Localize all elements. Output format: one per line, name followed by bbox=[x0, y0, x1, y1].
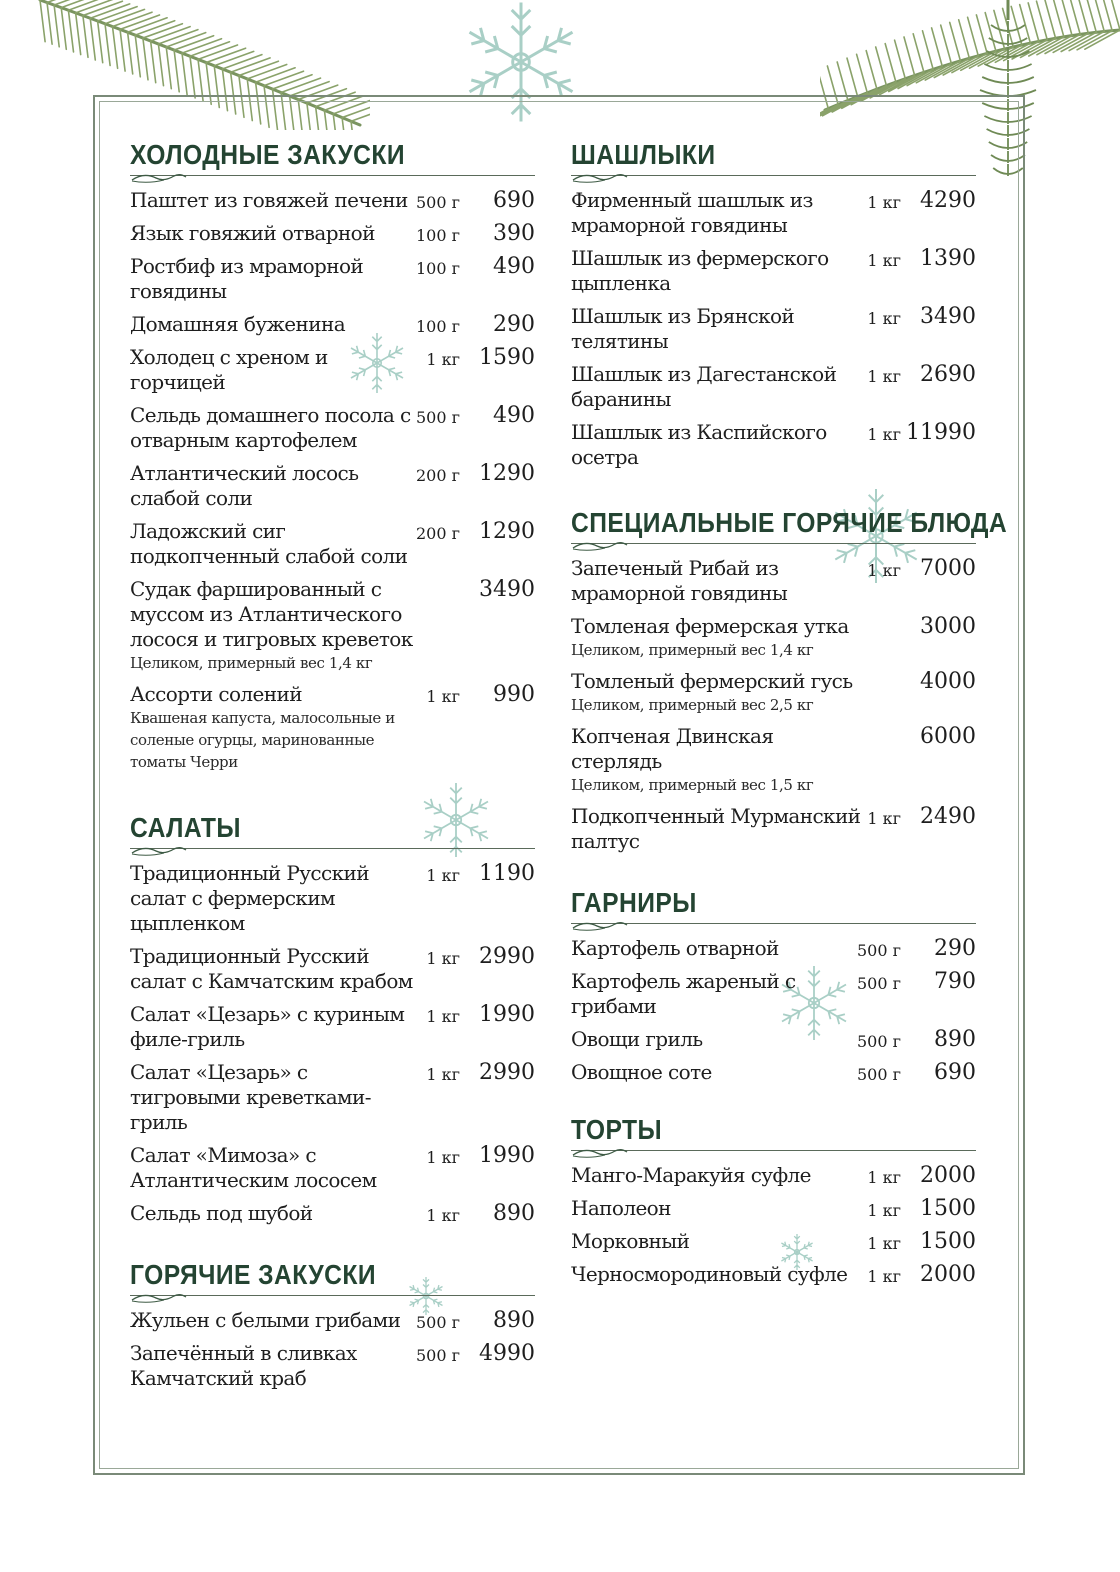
item-name: Копченая Двинская стерлядь bbox=[571, 724, 774, 773]
section-divider bbox=[571, 172, 976, 184]
item-weight: 500 г bbox=[856, 974, 901, 993]
item-name: Манго-Маракуйя суфле bbox=[571, 1163, 811, 1187]
item-name: Картофель жареный с грибами bbox=[571, 969, 796, 1018]
item-weight: 1 кг bbox=[867, 1201, 901, 1220]
item-name: Овощи гриль bbox=[571, 1027, 703, 1051]
item-name: Домашняя буженина bbox=[130, 312, 346, 336]
flourish-icon bbox=[130, 172, 190, 184]
item-weight: 100 г bbox=[415, 317, 460, 336]
menu-section bbox=[130, 1260, 535, 1391]
item-name: Черносмородиновый суфле bbox=[571, 1262, 848, 1286]
menu-section bbox=[130, 140, 535, 773]
item-name: Шашлык из Каспийского осетра bbox=[571, 420, 827, 469]
item-price: 1990 bbox=[479, 1002, 535, 1027]
item-price: 1500 bbox=[920, 1229, 976, 1254]
menu-item bbox=[571, 1060, 976, 1085]
item-weight: 1 кг bbox=[867, 309, 901, 328]
item-weight: 1 кг bbox=[426, 866, 460, 885]
item-price: 890 bbox=[493, 1308, 535, 1333]
item-weight: 1 кг bbox=[867, 1267, 901, 1286]
item-name: Морковный bbox=[571, 1229, 690, 1253]
menu-item bbox=[571, 1163, 976, 1188]
item-weight: 500 г bbox=[415, 1313, 460, 1332]
flourish-icon bbox=[130, 845, 190, 857]
item-weight: 200 г bbox=[415, 466, 460, 485]
item-weight: 500 г bbox=[856, 1032, 901, 1051]
item-price: 490 bbox=[493, 403, 535, 428]
item-name: Традиционный Русский салат с фермерским цыпленком bbox=[130, 861, 369, 935]
item-price: 1290 bbox=[479, 461, 535, 486]
item-name: Запеченый Рибай из мраморной говядины bbox=[571, 556, 788, 605]
section-divider bbox=[571, 540, 976, 552]
menu-item bbox=[130, 519, 535, 569]
item-name: Шашлык из Дагестанской баранины bbox=[571, 362, 837, 411]
menu-item bbox=[130, 577, 535, 674]
item-name: Сельдь домашнего посола с отварным картофелем bbox=[130, 403, 411, 452]
item-weight: 1 кг bbox=[867, 1234, 901, 1253]
item-name: Томленый фермерский гусь bbox=[571, 669, 853, 693]
menu-item bbox=[571, 246, 976, 296]
menu-item bbox=[130, 403, 535, 453]
item-price: 2000 bbox=[920, 1163, 976, 1188]
menu-item bbox=[130, 345, 535, 395]
item-weight: 500 г bbox=[415, 1346, 460, 1365]
section-divider bbox=[571, 1147, 976, 1159]
section-title: ХОЛОДНЫЕ ЗАКУСКИ bbox=[130, 139, 406, 170]
menu-item bbox=[130, 1143, 535, 1193]
menu-item bbox=[130, 461, 535, 511]
item-price: 990 bbox=[493, 682, 535, 707]
item-name: Традиционный Русский салат с Камчатским крабом bbox=[130, 944, 413, 993]
item-weight: 1 кг bbox=[867, 809, 901, 828]
item-price: 4290 bbox=[920, 188, 976, 213]
menu-item bbox=[571, 669, 976, 716]
menu-item bbox=[130, 254, 535, 304]
section-title: СПЕЦИАЛЬНЫЕ ГОРЯЧИЕ БЛЮДА bbox=[571, 507, 1008, 538]
item-weight: 1 кг bbox=[867, 1168, 901, 1187]
item-name: Атлантический лосось слабой соли bbox=[130, 461, 359, 510]
menu-item bbox=[571, 1196, 976, 1221]
section-divider bbox=[130, 172, 535, 184]
item-weight: 500 г bbox=[856, 941, 901, 960]
menu-section bbox=[571, 507, 1008, 854]
menu-item bbox=[571, 1262, 976, 1287]
menu-item bbox=[130, 1060, 535, 1135]
item-weight: 1 кг bbox=[426, 1065, 460, 1084]
item-weight: 1 кг bbox=[426, 687, 460, 706]
item-price: 690 bbox=[493, 188, 535, 213]
item-name: Холодец с хреном и горчицей bbox=[130, 345, 328, 394]
menu-item bbox=[571, 304, 976, 354]
item-weight: 1 кг bbox=[867, 193, 901, 212]
menu-item bbox=[130, 944, 535, 994]
item-weight: 1 кг bbox=[867, 367, 901, 386]
menu-item bbox=[130, 221, 535, 246]
menu-item bbox=[571, 969, 976, 1019]
item-price: 3490 bbox=[479, 577, 535, 602]
item-name: Наполеон bbox=[571, 1196, 671, 1220]
item-weight: 1 кг bbox=[426, 1148, 460, 1167]
item-name: Салат «Цезарь» с тигровыми креветками-гриль bbox=[130, 1060, 371, 1134]
item-price: 490 bbox=[493, 254, 535, 279]
section-title: ТОРТЫ bbox=[571, 1114, 663, 1145]
item-weight: 1 кг bbox=[426, 1007, 460, 1026]
item-price: 1290 bbox=[479, 519, 535, 544]
menu-item bbox=[571, 188, 976, 238]
item-name: Картофель отварной bbox=[571, 936, 779, 960]
item-note: Целиком, примерный вес 1,5 кг bbox=[571, 776, 814, 794]
item-note: Целиком, примерный вес 2,5 кг bbox=[571, 696, 814, 714]
item-name: Ростбиф из мраморной говядины bbox=[130, 254, 364, 303]
section-title: ГОРЯЧИЕ ЗАКУСКИ bbox=[130, 1259, 377, 1290]
flourish-icon bbox=[571, 1147, 631, 1159]
item-name: Томленая фермерская утка bbox=[571, 614, 849, 638]
item-weight: 100 г bbox=[415, 259, 460, 278]
section-divider bbox=[571, 920, 976, 932]
menu-section bbox=[571, 1115, 976, 1287]
menu-item bbox=[571, 556, 976, 606]
item-name: Подкопченный Мурманский палтус bbox=[571, 804, 861, 853]
item-note: Целиком, примерный вес 1,4 кг bbox=[130, 654, 373, 672]
item-name: Язык говяжий отварной bbox=[130, 221, 375, 245]
item-price: 3000 bbox=[920, 614, 976, 639]
item-weight: 1 кг bbox=[867, 251, 901, 270]
menu-section bbox=[130, 813, 535, 1226]
menu-item bbox=[130, 1341, 535, 1391]
item-note: Целиком, примерный вес 1,4 кг bbox=[571, 641, 814, 659]
item-price: 4000 bbox=[920, 669, 976, 694]
item-price: 290 bbox=[934, 936, 976, 961]
item-name: Салат «Цезарь» с куриным филе-гриль bbox=[130, 1002, 405, 1051]
item-name: Сельдь под шубой bbox=[130, 1201, 313, 1225]
item-price: 890 bbox=[934, 1027, 976, 1052]
flourish-icon bbox=[130, 1292, 190, 1304]
section-title: ШАШЛЫКИ bbox=[571, 139, 716, 170]
menu-item bbox=[571, 804, 976, 854]
item-name: Ассорти солений bbox=[130, 682, 302, 706]
item-weight: 1 кг bbox=[867, 425, 901, 444]
menu-item bbox=[571, 1229, 976, 1254]
item-weight: 500 г bbox=[856, 1065, 901, 1084]
menu-column-right bbox=[571, 139, 1008, 1323]
item-weight: 1 кг bbox=[867, 561, 901, 580]
section-title: САЛАТЫ bbox=[130, 812, 241, 843]
item-name: Ладожский сиг подкопченный слабой соли bbox=[130, 519, 408, 568]
menu-item bbox=[571, 1027, 976, 1052]
menu-section bbox=[571, 140, 976, 470]
item-price: 7000 bbox=[920, 556, 976, 581]
menu-item bbox=[130, 1308, 535, 1333]
menu-item bbox=[571, 420, 976, 470]
item-price: 1990 bbox=[479, 1143, 535, 1168]
flourish-icon bbox=[571, 172, 631, 184]
item-price: 390 bbox=[493, 221, 535, 246]
item-price: 2990 bbox=[479, 1060, 535, 1085]
item-name: Паштет из говяжей печени bbox=[130, 188, 408, 212]
item-name: Фирменный шашлык из мраморной говядины bbox=[571, 188, 813, 237]
item-weight: 1 кг bbox=[426, 1206, 460, 1225]
item-name: Жульен с белыми грибами bbox=[130, 1308, 401, 1332]
item-price: 1390 bbox=[920, 246, 976, 271]
item-name: Шашлык из Брянской телятины bbox=[571, 304, 795, 353]
item-name: Овощное соте bbox=[571, 1060, 712, 1084]
menu-item bbox=[130, 312, 535, 337]
section-title: ГАРНИРЫ bbox=[571, 887, 697, 918]
item-weight: 100 г bbox=[415, 226, 460, 245]
item-price: 2000 bbox=[920, 1262, 976, 1287]
menu-item bbox=[571, 362, 976, 412]
menu-item bbox=[130, 1201, 535, 1226]
menu-section bbox=[571, 888, 976, 1085]
menu-item bbox=[571, 724, 976, 796]
menu-item bbox=[130, 188, 535, 213]
menu-item bbox=[571, 614, 976, 661]
item-price: 1190 bbox=[479, 861, 535, 886]
item-price: 790 bbox=[934, 969, 976, 994]
item-price: 6000 bbox=[920, 724, 976, 749]
item-name: Судак фаршированный с муссом из Атлантического лосося и тигровых креветок bbox=[130, 577, 413, 651]
item-weight: 200 г bbox=[415, 524, 460, 543]
item-price: 1590 bbox=[479, 345, 535, 370]
item-price: 11990 bbox=[906, 420, 976, 445]
item-price: 4990 bbox=[479, 1341, 535, 1366]
item-name: Запечённый в сливках Камчатский краб bbox=[130, 1341, 357, 1390]
item-price: 890 bbox=[493, 1201, 535, 1226]
menu-item bbox=[130, 1002, 535, 1052]
item-price: 690 bbox=[934, 1060, 976, 1085]
menu-item bbox=[571, 936, 976, 961]
item-name: Салат «Мимоза» с Атлантическим лососем bbox=[130, 1143, 377, 1192]
item-weight: 500 г bbox=[415, 408, 460, 427]
flourish-icon bbox=[571, 920, 631, 932]
menu-item bbox=[130, 682, 535, 773]
section-divider bbox=[130, 845, 535, 857]
item-price: 2490 bbox=[920, 804, 976, 829]
item-price: 2990 bbox=[479, 944, 535, 969]
item-price: 290 bbox=[493, 312, 535, 337]
item-name: Шашлык из фермерского цыпленка bbox=[571, 246, 829, 295]
item-weight: 1 кг bbox=[426, 350, 460, 369]
item-price: 2690 bbox=[920, 362, 976, 387]
menu-item bbox=[130, 861, 535, 936]
menu-column-left bbox=[130, 140, 535, 1427]
flourish-icon bbox=[571, 540, 631, 552]
section-divider bbox=[130, 1292, 535, 1304]
item-weight: 500 г bbox=[415, 193, 460, 212]
item-price: 3490 bbox=[920, 304, 976, 329]
item-weight: 1 кг bbox=[426, 949, 460, 968]
item-note: Квашеная капуста, малосольные и соленые огурцы, маринованные томаты Черри bbox=[130, 709, 395, 771]
item-price: 1500 bbox=[920, 1196, 976, 1221]
